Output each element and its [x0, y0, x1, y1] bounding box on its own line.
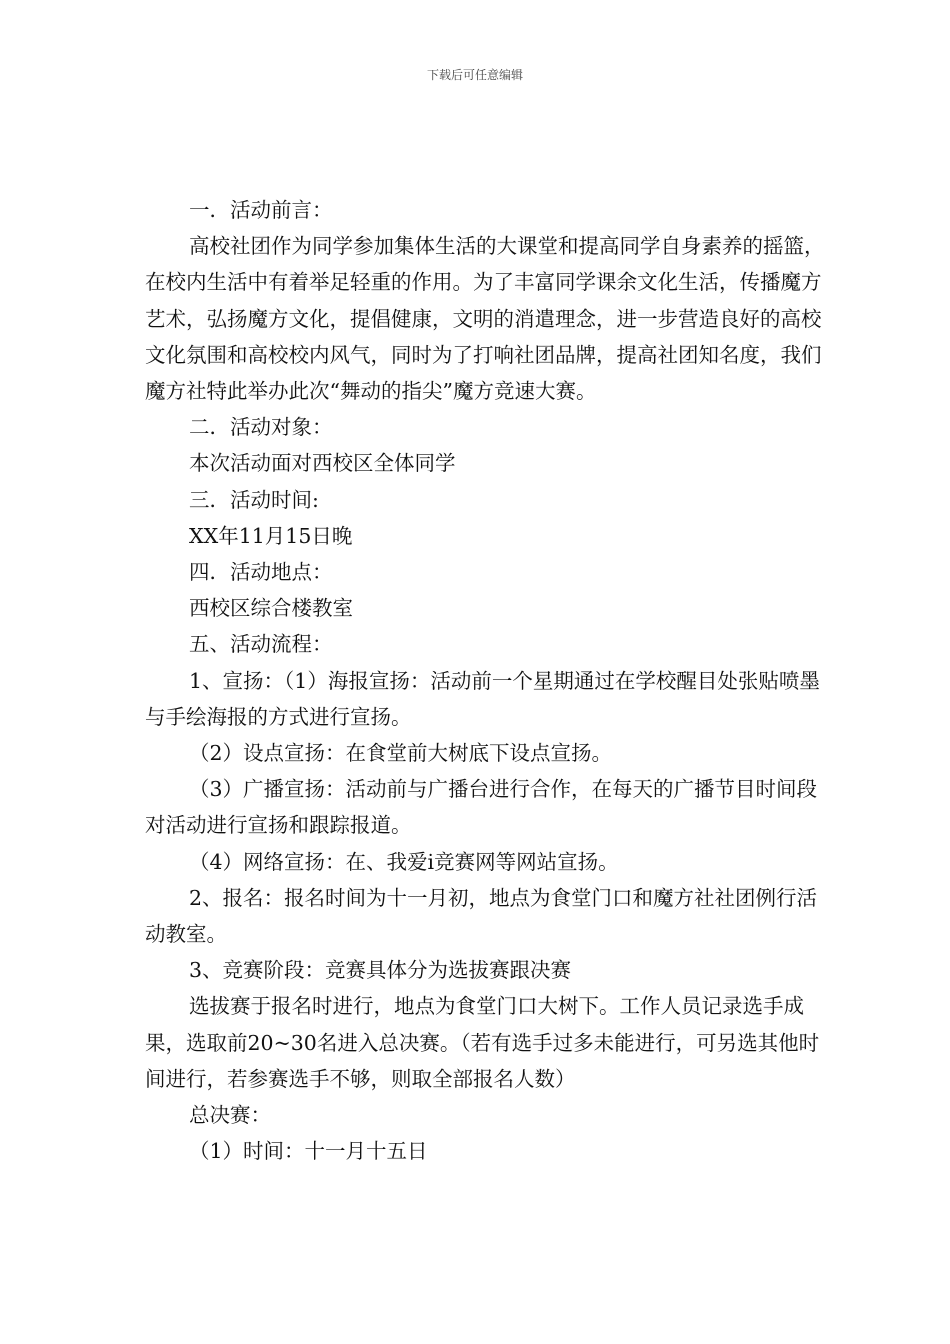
section-heading-preface: 一．活动前言：: [189, 198, 333, 222]
section-heading-process: 五、活动流程：: [189, 632, 333, 657]
paragraph-preliminary: 选拔赛于报名时进行，地点为食堂门口大树下。工作人员记录选手成果，选取前20~30名进入总决赛。（若有选手过多未能进行，可另选其他时间进行，若参赛选手不够，则取全部报名人数）: [145, 994, 820, 1091]
paragraph-promotion-online: （4）网络宣扬：在、我爱i竞赛网等网站宣扬。: [189, 849, 619, 874]
paragraph-promotion-booth: （2）设点宣扬：在食堂前大树底下设点宣扬。: [189, 741, 613, 766]
paragraph-competition-stage: 3、竞赛阶段：竞赛具体分为选拔赛跟决赛: [189, 958, 572, 983]
paragraph-location: 西校区综合楼教室: [189, 596, 353, 621]
section-heading-time: 三．活动时间:: [189, 487, 319, 512]
paragraph-final-time: （1）时间：十一月十五日: [189, 1139, 428, 1164]
paragraph-registration: 2、报名：报名时间为十一月初，地点为食堂门口和魔方社社团例行活动教室。: [145, 885, 818, 947]
paragraph-final-heading: 总决赛：: [189, 1103, 271, 1128]
section-heading-location: 四．活动地点：: [189, 560, 333, 585]
paragraph-promotion-broadcast: （3）广播宣扬：活动前与广播台进行合作，在每天的广播节目时间段对活动进行宣扬和跟踪报道。: [145, 777, 818, 838]
paragraph-preface: 高校社团作为同学参加集体生活的大课堂和提高同学自身素养的摇篮，在校内生活中有着举足轻重的作用。为了丰富同学课余文化生活，传播魔方艺术，弘扬魔方文化，提倡健康，文明的消遣理念，进一步营造良好的高校文化氛围和高校校内风气，同时为了打响社团品牌，提高社团知名度，我们魔方社特此举办此次“舞动的指尖”魔方竞速大赛。: [145, 234, 825, 404]
paragraph-promotion: 1、宣扬：（1）海报宣扬：活动前一个星期通过在学校醒目处张贴喷墨与手绘海报的方式进行宣扬。: [145, 668, 820, 729]
page-header-note: 下载后可任意编辑: [426, 68, 523, 82]
section-heading-audience: 二．活动对象：: [189, 415, 333, 440]
document-body: [145, 192, 825, 1169]
paragraph-time: XX年11月15日晚: [189, 523, 353, 548]
paragraph-audience: 本次活动面对西校区全体同学: [189, 451, 456, 476]
